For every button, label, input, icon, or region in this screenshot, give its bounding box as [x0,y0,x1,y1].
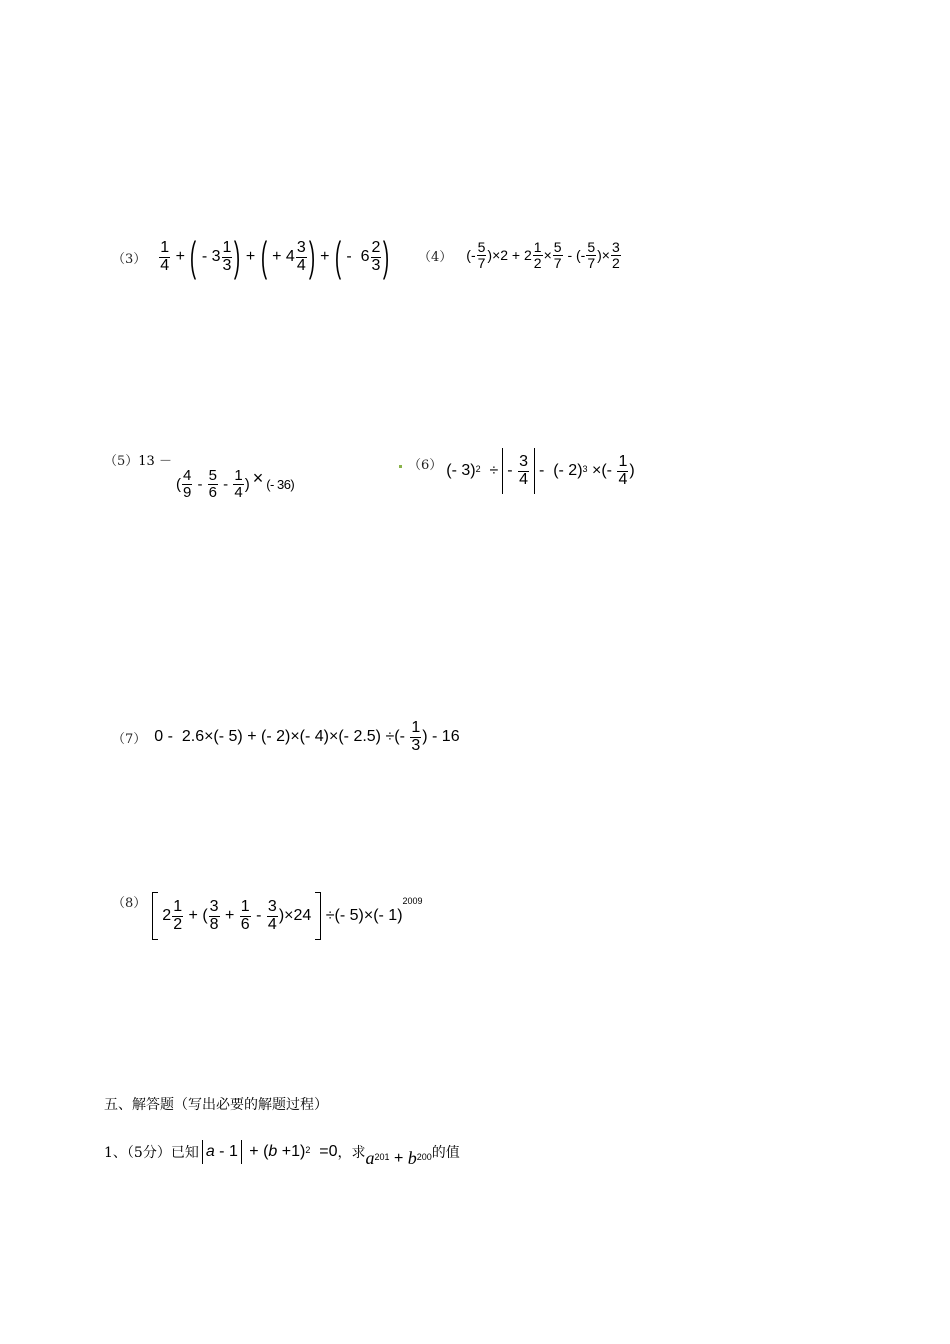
problem-6 [408,448,635,494]
question-1 [104,1134,460,1169]
problem-7-expression: 0 - 2.6×(- 5) + (- 2)×(- 4)×(- 2.5) ÷(- $\frac{1}{3}$ ) - 16 [154,719,460,754]
question-1-suffix: 的值 [431,1144,460,1161]
question-1-target: a 201 + b 200 [365,1148,432,1168]
problem-5-lead: 13 － [138,454,172,469]
problem-7-expr-a: 0 - 2.6×(- 5) + (- 2)×(- 4)×(- 2.5) ÷(- [154,728,410,746]
question-1-exp-b: 200 [416,1151,432,1162]
question-1-exp-a: 201 [374,1151,390,1162]
problem-4 [418,240,622,270]
problem-6-expression: (- 3) 2 ÷ - $\frac{3}{4}$ - (- 2) 3 ×(- $\frac{1}{4}$ ) [446,448,634,494]
section-5-heading: 五、解答题（写出必要的解题过程） [104,1097,328,1113]
problem-5-expression: ( $\frac{4}{9}$ - $\frac{5}{6}$ - $\frac{1}{4}$ ) × (- 36) [175,467,295,501]
problem-8-expression: 2 $\frac{1}{2}$ + ( $\frac{3}{8}$ + $\frac{1}{6}$ - $\frac{3}{4}$ )×24 ÷(- 5)×(- 1) 2009 [152,892,422,940]
question-1-mid: ，求 [337,1144,366,1161]
question-1-condition: a - 1 + ( b +1) 2 =0 [199,1140,338,1164]
problem-5-label: （5） [104,454,139,469]
problem-4-expression: (- $\frac{5}{7}$ )×2 + 2 $\frac{1}{2}$ × $\frac{5}{7}$ - (- $\frac{5}{7}$ )× $\frac{3}{2}$ [466,239,620,271]
problem-8-exponent: 2009 [402,896,423,906]
problem-5-tail: (- 36) [266,476,295,492]
problem-3-expression: $\frac{1}{4}$ + ( - 3 $\frac{1}{3}$ ) + ( + 4 $\frac{3}{4}$ ) + ( - 6 $\frac{2}{3}$ ) [160,233,390,280]
problem-4-label: （4） [418,249,453,265]
problem-6-label: （6） [408,458,443,473]
problem-7-expr-b: ) - 16 [422,728,460,746]
problem-8-label: （8） [112,896,147,911]
question-1-prefix: 1、（5分）已知 [104,1144,199,1161]
problem-5 [104,450,294,501]
stray-dot [399,465,402,468]
problem-7-label: （7） [112,731,147,747]
problem-3 [112,233,390,280]
problem-8 [112,892,423,940]
problem-7 [112,720,460,755]
problem-3-label: （3） [112,251,147,267]
